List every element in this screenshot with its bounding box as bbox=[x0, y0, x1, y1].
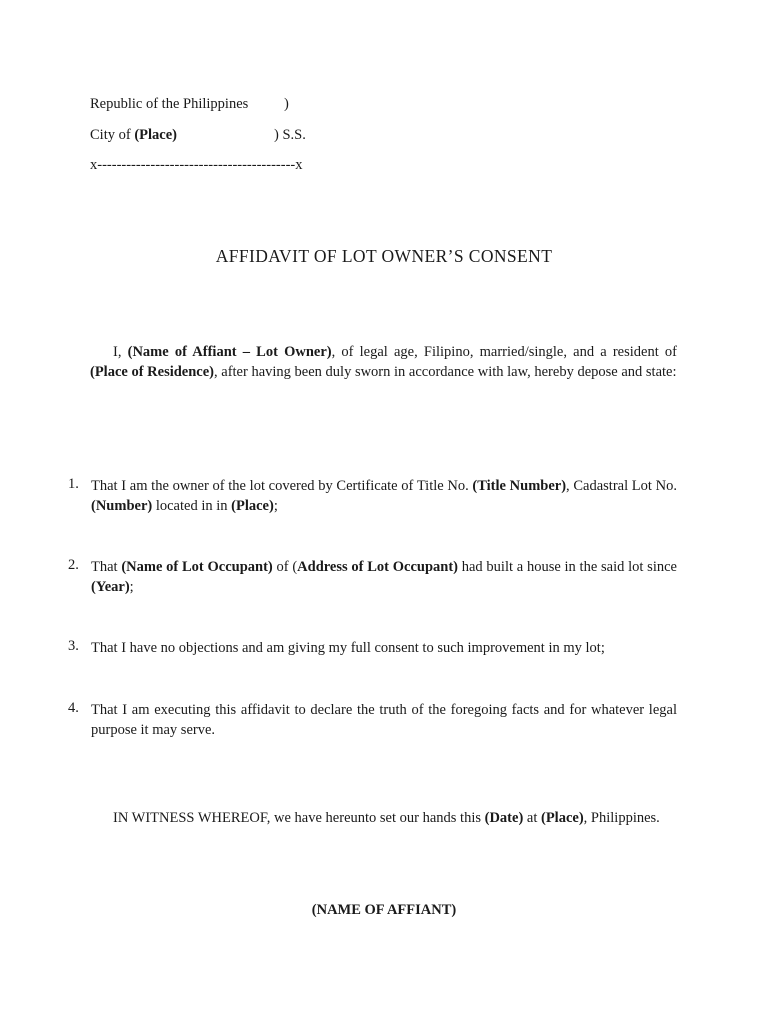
venue-republic: Republic of the Philippines bbox=[90, 96, 249, 112]
list-item-number: 2. bbox=[68, 557, 79, 573]
list-item-text: That (Name of Lot Occupant) of (Address of Lot Occupant) had built a house in the said lot since (Year); bbox=[91, 559, 677, 595]
list-item-text: That I am the owner of the lot covered by Certificate of Title No. (Title Number), Cadastral Lot No. (Number) located in in (Place); bbox=[91, 478, 677, 514]
witness-paragraph: IN WITNESS WHEREOF, we have hereunto set our hands this (Date) at (Place), Philippines. bbox=[113, 810, 660, 826]
list-item-number: 3. bbox=[68, 638, 79, 654]
venue-republic-paren: ) bbox=[284, 96, 289, 112]
list-item-text: That I am executing this affidavit to declare the truth of the foregoing facts and for whatever legal purpose it may serve. bbox=[91, 702, 677, 738]
list-item-text: That I have no objections and am giving my full consent to such improvement in my lot; bbox=[91, 640, 605, 656]
affiant-signature-name: (NAME OF AFFIANT) bbox=[311, 902, 457, 918]
venue-city-place: (Place) bbox=[134, 127, 177, 143]
document-title: AFFIDAVIT OF LOT OWNER’S CONSENT bbox=[215, 246, 553, 266]
venue-separator: x-----------------------------------------x bbox=[90, 157, 303, 173]
venue-city-ss: ) S.S. bbox=[274, 127, 306, 143]
list-item-number: 1. bbox=[68, 476, 79, 492]
intro-paragraph: I, (Name of Affiant – Lot Owner), of legal age, Filipino, married/single, and a resident of (Place of Residence), after having been duly sworn in accordance with law, hereby depose and state: bbox=[90, 344, 677, 380]
list-item-number: 4. bbox=[68, 700, 79, 716]
venue-city: City of (Place) bbox=[90, 127, 177, 143]
